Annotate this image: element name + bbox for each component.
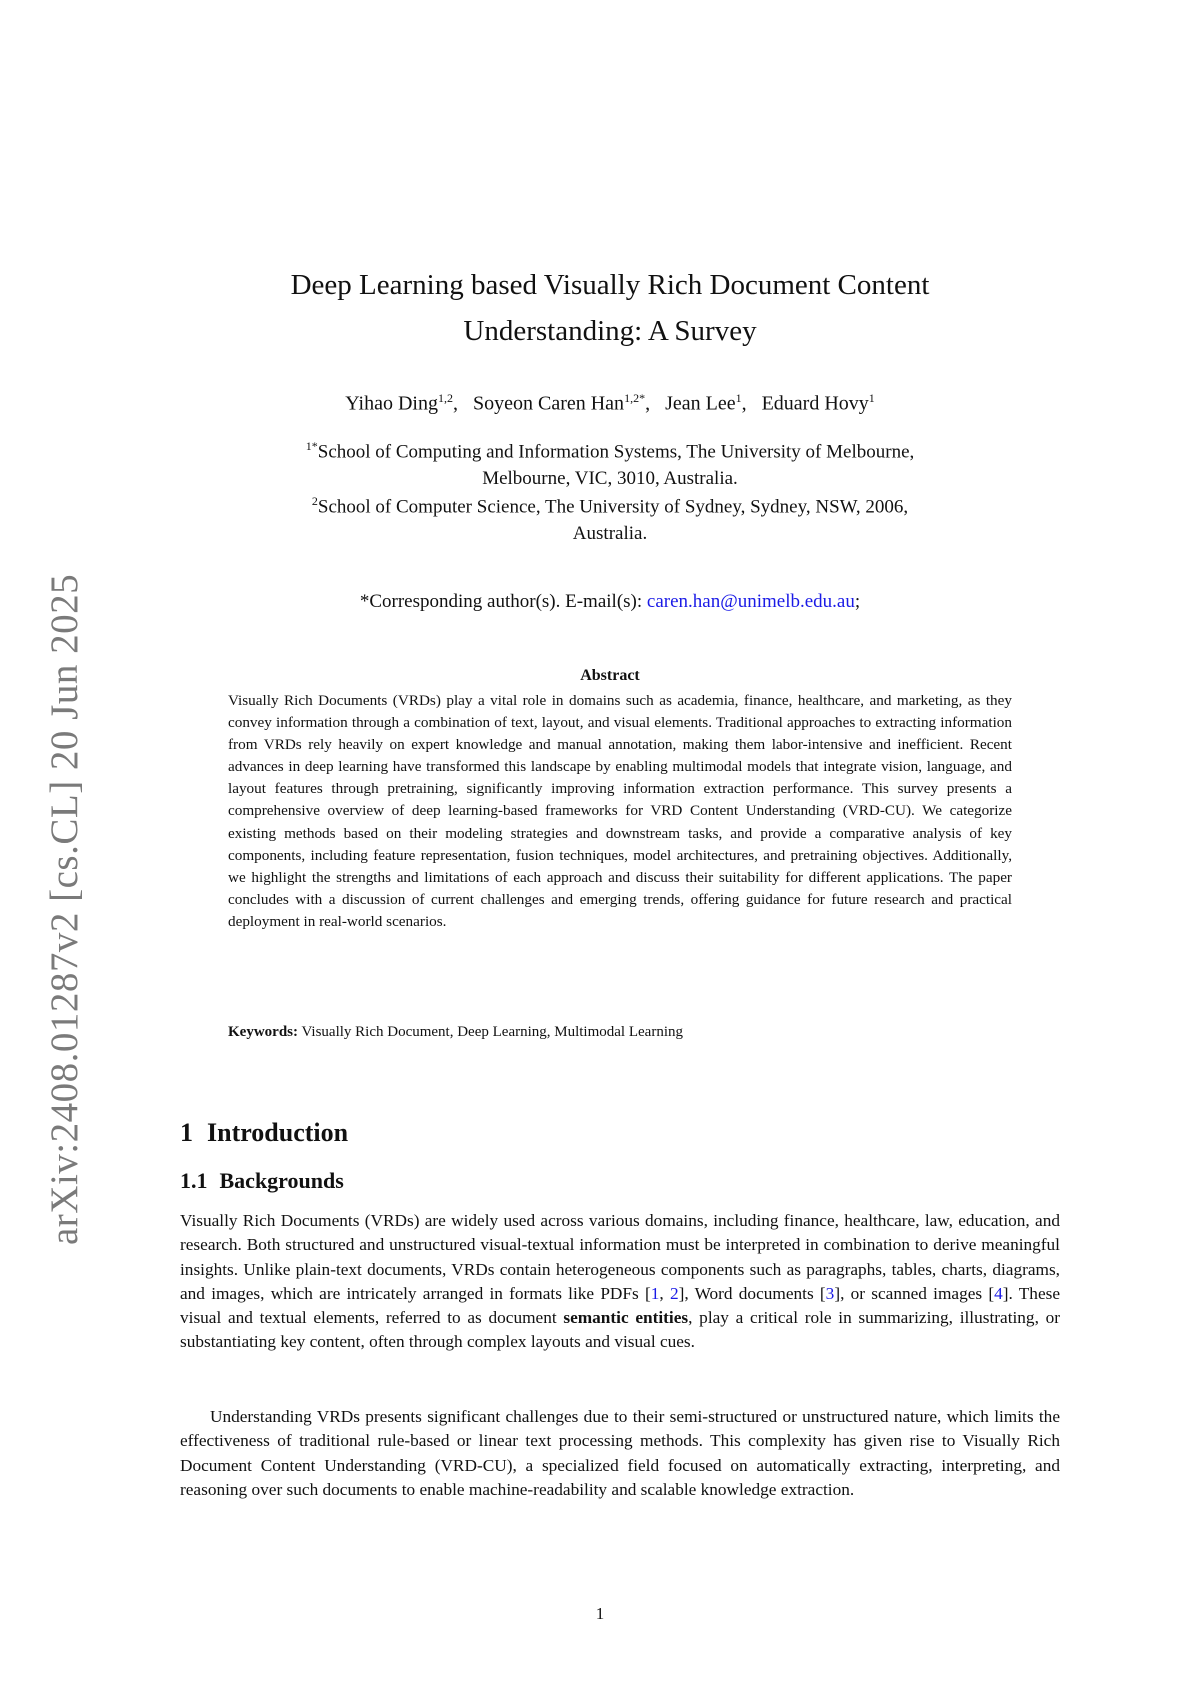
author-name: Soyeon Caren Han <box>472 392 625 415</box>
author-name: Jean Lee <box>665 392 736 415</box>
affiliation-2 <box>210 488 1010 547</box>
author-separator: , <box>645 392 661 415</box>
affiliation-2-line-1: School of Computer Science, The University of Sydney, Sydney, NSW, 2006, <box>317 496 909 518</box>
paragraph-text: ], or scanned images [ <box>834 1283 995 1303</box>
citation-link[interactable]: 2 <box>669 1283 679 1303</box>
section-number: 1 <box>180 1118 193 1147</box>
subsection-number: 1.1 <box>180 1168 208 1193</box>
affiliation-mark: 1* <box>305 439 318 453</box>
paragraph-text: , play a critical role in summarizing, illustrating, or substantiating key content, often through complex layouts and visual cues. <box>180 1308 1061 1352</box>
arxiv-identifier-stamp[interactable]: arXiv:2408.01287v2 [cs.CL] 20 Jun 2025 <box>43 573 86 1245</box>
emphasized-term: semantic entities <box>563 1308 689 1328</box>
citation-link[interactable]: 4 <box>994 1283 1003 1303</box>
section-title: Introduction <box>207 1118 349 1147</box>
author-affiliation-mark: 1 <box>735 391 742 405</box>
author-affiliation-mark: 1,2* <box>624 391 646 405</box>
citation-link[interactable]: 3 <box>825 1283 835 1303</box>
paragraph-text: ], Word documents [ <box>678 1283 826 1303</box>
author-name: Yihao Ding <box>345 392 438 415</box>
page-number: 1 <box>595 1604 605 1623</box>
paragraph-text: ]. These visual and textual elements, referred to as document <box>180 1283 1061 1328</box>
author-affiliation-mark: 1 <box>868 391 875 405</box>
keywords-label: Keywords: <box>228 1024 298 1040</box>
corresponding-prefix: *Corresponding author(s). E-mail(s): <box>359 591 647 612</box>
affiliation-1 <box>210 433 1010 492</box>
author-name: Eduard Hovy <box>761 392 869 415</box>
section-heading <box>180 1118 348 1148</box>
email-link[interactable]: caren.han@unimelb.edu.au <box>646 591 855 612</box>
affiliation-1-line-1: School of Computing and Information Systems, The University of Melbourne, <box>317 441 915 463</box>
abstract-heading: Abstract <box>580 667 640 684</box>
keywords <box>228 1024 1012 1041</box>
paper-title <box>180 262 1040 354</box>
keywords-text: Visually Rich Document, Deep Learning, Multimodal Learning <box>298 1024 683 1040</box>
author-list <box>180 391 1040 416</box>
corresponding-suffix: ; <box>854 591 861 612</box>
author-separator: , <box>741 392 757 415</box>
citation-link[interactable]: 1 <box>650 1283 660 1303</box>
affiliation-2-line-2: Australia. <box>572 523 648 545</box>
affiliation-mark: 2 <box>311 494 318 508</box>
body-paragraph-2: Understanding VRDs presents significant challenges due to their semi-structured or unstructured nature, which limits the effectiveness of traditional rule-based or linear text processing methods. This complexity has given rise to Visually Rich Document Content Understanding (VRD-CU), a specialized field focused on automatically extracting, interpreting, and reasoning over such documents to enable machine-readability and scalable knowledge extraction. <box>180 1407 1060 1499</box>
body-paragraph-1 <box>180 1209 1060 1355</box>
corresponding-author <box>180 591 1040 613</box>
title-line-1: Deep Learning based Visually Rich Document Content <box>290 269 930 301</box>
author-affiliation-mark: 1,2 <box>437 391 453 405</box>
subsection-heading <box>180 1168 344 1194</box>
subsection-title: Backgrounds <box>219 1168 344 1193</box>
paragraph-text: , <box>659 1283 670 1303</box>
title-line-2: Understanding: A Survey <box>463 315 757 347</box>
affiliation-1-line-2: Melbourne, VIC, 3010, Australia. <box>482 468 738 490</box>
abstract-text: Visually Rich Documents (VRDs) play a vital role in domains such as academia, finance, healthcare, and marketing, as they convey information through a combination of text, layout, and visual elements. Traditional approaches to extracting information from VRDs rely heavily on expert knowledge and manual annotation, making them labor-intensive and inefficient. Recent advances in deep learning have transformed this landscape by enabling multimodal models that integrate vision, language, and layout features through pretraining, significantly improving information extraction performance. This survey presents a comprehensive overview of deep learning-based frameworks for VRD Content Understanding (VRD-CU). We categorize existing methods based on their modeling strategies and downstream tasks, and provide a comparative analysis of key components, including feature representation, fusion techniques, model architectures, and pretraining objectives. Additionally, we highlight the strengths and limitations of each approach and discuss their suitability for different applications. The paper concludes with a discussion of current challenges and emerging trends, offering guidance for future research and practical deployment in real-world scenarios. <box>228 692 1012 930</box>
author-separator: , <box>452 392 468 415</box>
paragraph-text: Visually Rich Documents (VRDs) are widely used across various domains, including finance, healthcare, law, education, and research. Both structured and unstructured visual-textual information must be interpreted in combination to derive meaningful insights. Unlike plain-text documents, VRDs contain heterogeneous components such as paragraphs, tables, charts, diagrams, and images, which are intricately arranged in formats like PDFs [ <box>180 1211 1060 1303</box>
